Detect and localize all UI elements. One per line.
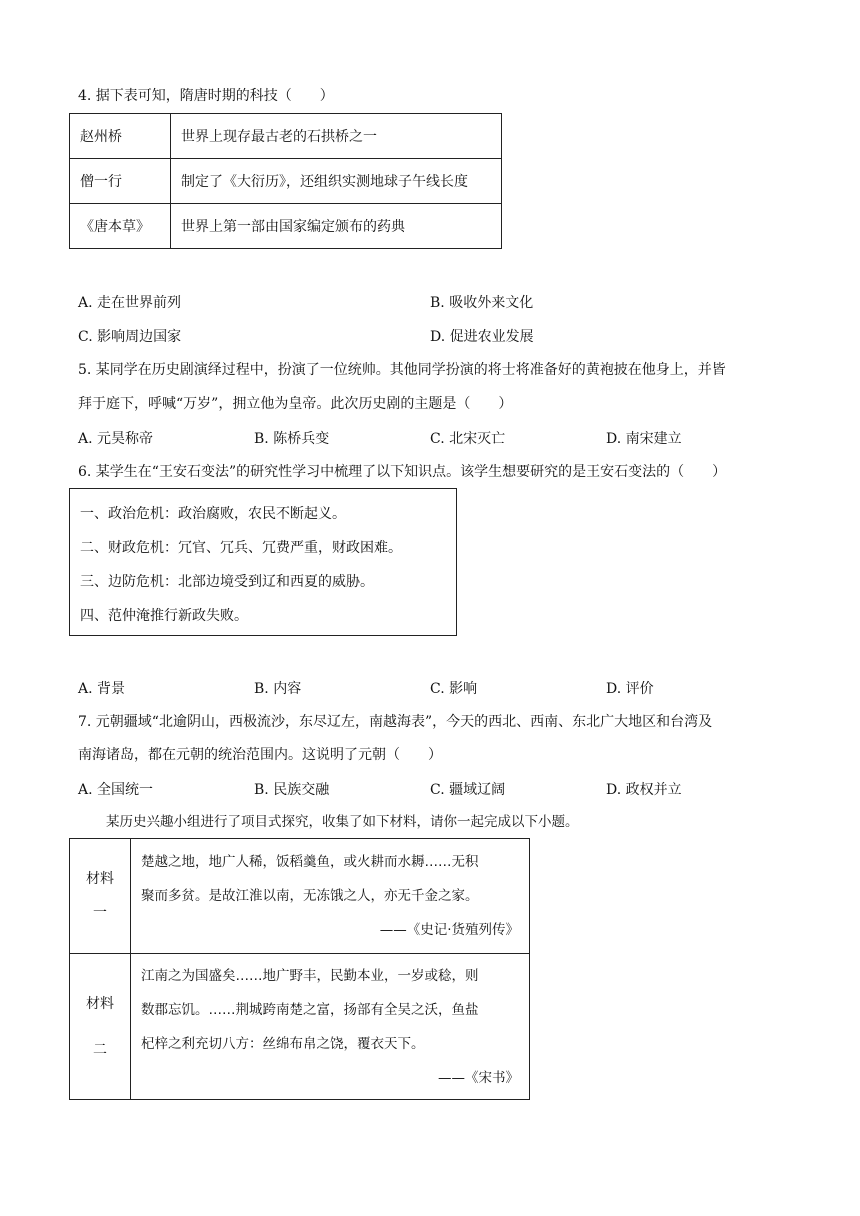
q7-option-b[interactable]: B. 民族交融	[254, 782, 330, 798]
table-row	[70, 839, 530, 954]
material-text	[131, 954, 530, 1100]
q7-option-d[interactable]: D. 政权并立	[606, 782, 682, 798]
q6-option-b[interactable]: B. 内容	[254, 681, 302, 697]
material-line: 聚而多贫。是故江淮以南，无冻饿之人，亦无千金之家。	[141, 888, 479, 904]
table-cell: 世界上现存最古老的石拱桥之一	[171, 114, 502, 159]
material-label-line2: 二	[93, 1041, 107, 1058]
table-cell: 赵州桥	[70, 114, 171, 159]
q6-stem: 6. 某学生在“王安石变法”的研究性学习中梳理了以下知识点。该学生想要研究的是王安石变法的（ ）	[78, 464, 727, 480]
q5-option-d[interactable]: D. 南宋建立	[606, 431, 682, 447]
q5-option-c[interactable]: C. 北宋灭亡	[430, 431, 506, 447]
q6-point-3: 三、边防危机：北部边境受到辽和西夏的威胁。	[80, 574, 374, 590]
material-line: 江南之为国盛矣……地广野丰，民勤本业，一岁或稔，则	[141, 967, 479, 984]
q6-point-2: 二、财政危机：冗官、冗兵、冗费严重，财政困难。	[80, 540, 402, 556]
table-row	[70, 114, 502, 159]
material-label	[70, 839, 131, 954]
q5-option-a[interactable]: A. 元昊称帝	[78, 431, 154, 447]
material-line: 楚越之地，地广人稀，饭稻羹鱼，或火耕而水耨……无积	[141, 854, 479, 870]
table-cell: 僧一行	[70, 159, 171, 204]
q4-table	[69, 113, 502, 249]
q5-stem-line1: 5. 某同学在历史剧演绎过程中，扮演了一位统帅。其他同学扮演的将士将准备好的黄袍披在他身上，并皆	[78, 362, 726, 378]
q6-knowledge-box	[69, 488, 457, 636]
material-label-line2: 一	[93, 905, 107, 921]
q4-option-c[interactable]: C. 影响周边国家	[78, 329, 182, 345]
material-label-line1: 材料	[86, 871, 114, 887]
q4-option-b[interactable]: B. 吸收外来文化	[430, 295, 534, 311]
q5-option-b[interactable]: B. 陈桥兵变	[254, 431, 330, 447]
group-intro: 某历史兴趣小组进行了项目式探究，收集了如下材料，请你一起完成以下小题。	[106, 814, 579, 830]
q6-point-1: 一、政治危机：政治腐败，农民不断起义。	[80, 506, 346, 522]
materials-table	[69, 838, 530, 1100]
material-label	[70, 954, 131, 1100]
q7-stem-line1: 7. 元朝疆域“北逾阴山，西极流沙，东尽辽左，南越海表”，今天的西北、西南、东北广大地区和台湾及	[78, 714, 713, 730]
material-line: 杞梓之利充切八方：丝绵布帛之饶，覆衣天下。	[141, 1035, 425, 1052]
q6-point-4: 四、范仲淹推行新政失败。	[80, 608, 248, 624]
table-row	[70, 204, 502, 249]
q4-option-a[interactable]: A. 走在世界前列	[78, 295, 182, 311]
material-source: ——《宋书》	[438, 1069, 519, 1086]
q6-option-d[interactable]: D. 评价	[606, 681, 654, 697]
table-row	[70, 954, 530, 1100]
material-text	[131, 839, 530, 954]
table-row	[70, 159, 502, 204]
q7-option-a[interactable]: A. 全国统一	[78, 782, 154, 798]
q7-option-c[interactable]: C. 疆域辽阔	[430, 782, 506, 798]
material-label-line1: 材料	[86, 995, 114, 1012]
q6-option-a[interactable]: A. 背景	[78, 681, 126, 697]
material-source: ——《史记·货殖列传》	[379, 922, 519, 938]
table-cell: 《唐本草》	[70, 204, 171, 249]
material-line: 数郡忘饥。……荆城跨南楚之富，扬部有全吴之沃，鱼盐	[141, 1001, 479, 1018]
table-cell: 制定了《大衍历》，还组织实测地球子午线长度	[171, 159, 502, 204]
table-cell: 世界上第一部由国家编定颁布的药典	[171, 204, 502, 249]
q4-option-d[interactable]: D. 促进农业发展	[430, 329, 534, 345]
q4-stem: 4. 据下表可知，隋唐时期的科技（ ）	[78, 88, 334, 104]
q5-stem-line2: 拜于庭下，呼喊“万岁”，拥立他为皇帝。此次历史剧的主题是（ ）	[78, 396, 513, 412]
q7-stem-line2: 南海诸岛，都在元朝的统治范围内。这说明了元朝（ ）	[78, 747, 442, 763]
q6-option-c[interactable]: C. 影响	[430, 681, 478, 697]
